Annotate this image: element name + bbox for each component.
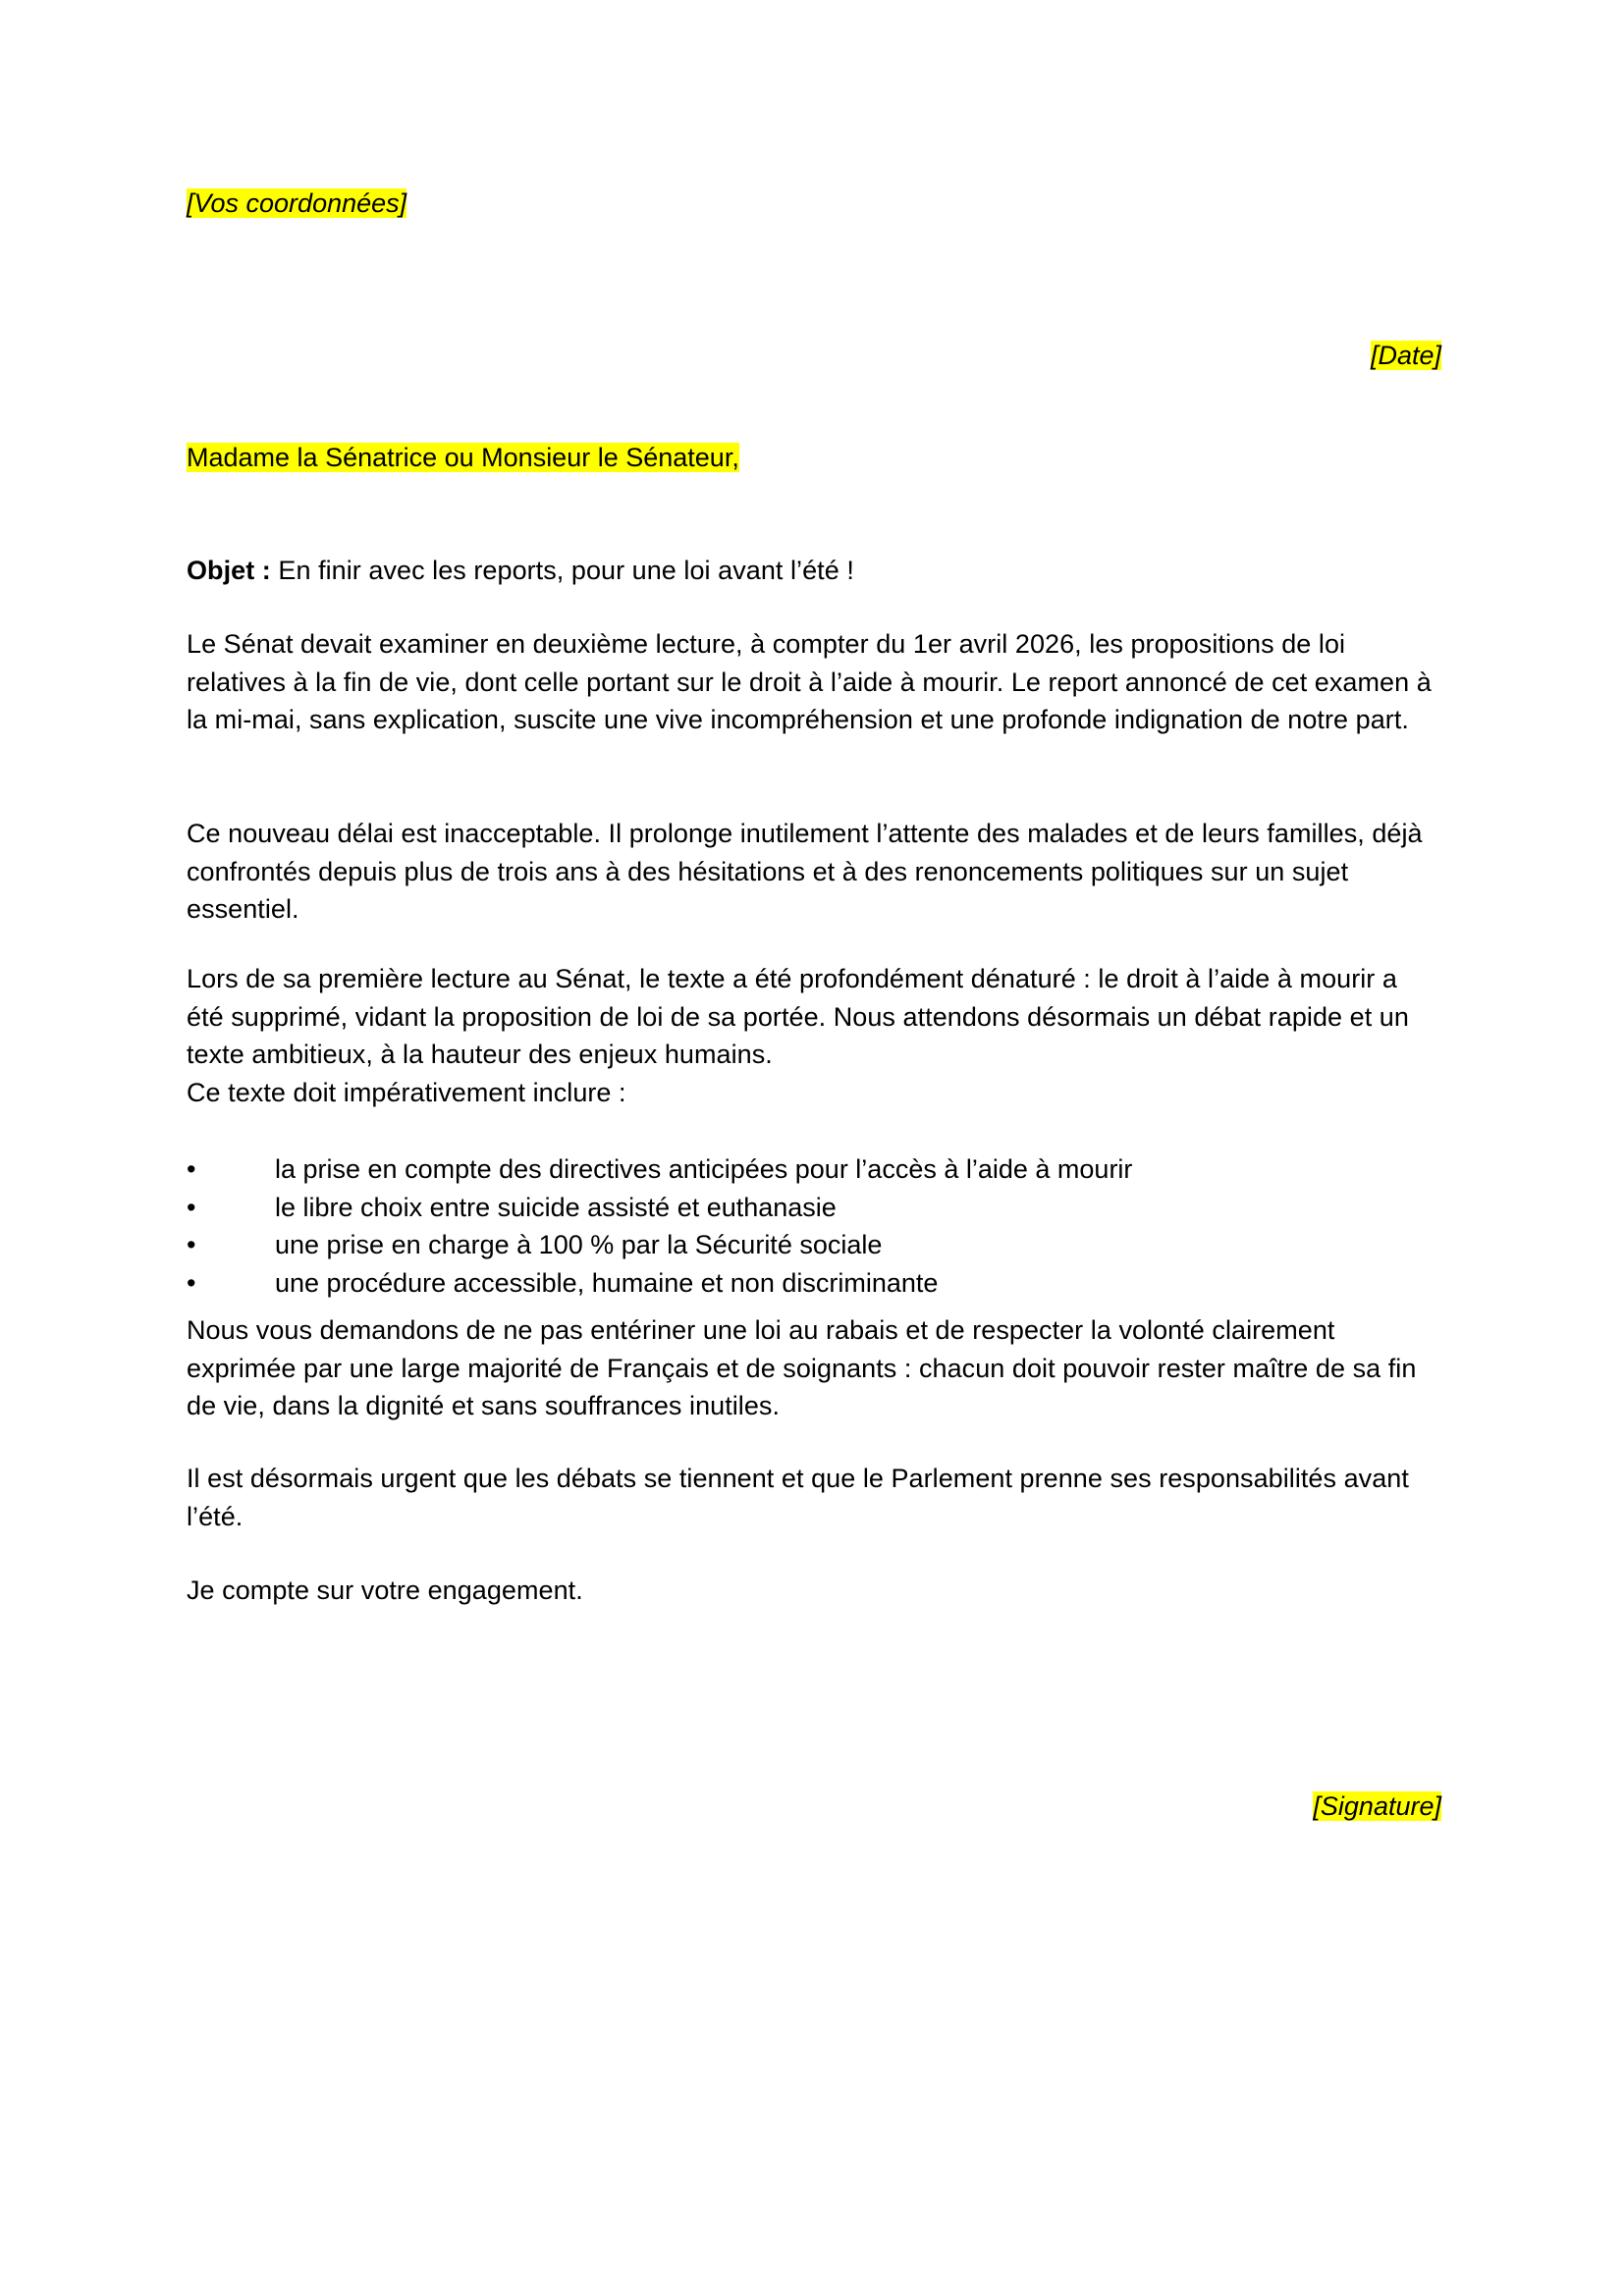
paragraph-1: Le Sénat devait examiner en deuxième lecture, à compter du 1er avril 2026, les propositions de loi relatives à la fin de vie, dont celle portant sur le droit à l’aide à mourir. Le report annoncé de cet examen à la mi-mai, sans explication, suscite une vive incompréhension et une profonde indignation de notre part.	[187, 629, 1432, 734]
paragraph-5: Il est désormais urgent que les débats se tiennent et que le Parlement prenne ses responsabilités avant l’été.	[187, 1464, 1409, 1531]
list-item	[187, 1226, 1441, 1264]
subject-line	[187, 552, 1441, 590]
bullet-icon: •	[187, 1192, 196, 1222]
bullet-icon: •	[187, 1267, 196, 1298]
paragraph-3	[187, 960, 1441, 1111]
salutation-text: Madame la Sénatrice ou Monsieur le Sénateur,	[187, 443, 739, 472]
paragraph-2: Ce nouveau délai est inacceptable. Il prolonge inutilement l’attente des malades et de leurs familles, déjà confrontés depuis plus de trois ans à des hésitations et à des renoncements politiques sur un sujet essentiel.	[187, 819, 1423, 924]
date-placeholder-text: [Date]	[1370, 341, 1441, 370]
list-item	[187, 1150, 1441, 1189]
sender-contact-placeholder	[187, 187, 406, 220]
bullet-icon: •	[187, 1230, 196, 1259]
list-item	[187, 1189, 1441, 1227]
paragraph-6: Je compte sur votre engagement.	[187, 1575, 583, 1605]
subject-text: En finir avec les reports, pour une loi avant l’été !	[270, 556, 854, 585]
date-placeholder	[187, 339, 1441, 372]
signature-placeholder	[187, 1789, 1441, 1823]
sender-contact-placeholder-text: [Vos coordonnées]	[187, 188, 407, 218]
list-item	[187, 1264, 1441, 1303]
paragraph-3-main: Lors de sa première lecture au Sénat, le texte a été profondément dénaturé : le droit à l’aide à mourir a été supprimé, vidant la proposition de loi de sa portée. Nous attendons désormais un débat rapide et un texte ambitieux, à la hauteur des enjeux humains.	[187, 964, 1409, 1069]
paragraph-3-lead-in: Ce texte doit impérativement inclure :	[187, 1077, 626, 1107]
subject-label: Objet :	[187, 556, 271, 585]
list-item-label: une procédure accessible, humaine et non discriminante	[275, 1267, 939, 1298]
salutation-line	[187, 440, 739, 475]
bullet-icon: •	[187, 1154, 196, 1184]
list-item-label: le libre choix entre suicide assisté et euthanasie	[275, 1192, 837, 1222]
list-item-label: la prise en compte des directives anticipées pour l’accès à l’aide à mourir	[275, 1154, 1133, 1184]
requirements-list	[187, 1150, 1441, 1302]
paragraph-4: Nous vous demandons de ne pas entériner une loi au rabais et de respecter la volonté clairement exprimée par une large majorité de Français et de soignants : chacun doit pouvoir rester maître de sa fin de vie, dans la dignité et sans souffrances inutiles.	[187, 1315, 1417, 1420]
list-item-label: une prise en charge à 100 % par la Sécurité sociale	[275, 1230, 883, 1259]
signature-placeholder-text: [Signature]	[1313, 1791, 1441, 1821]
